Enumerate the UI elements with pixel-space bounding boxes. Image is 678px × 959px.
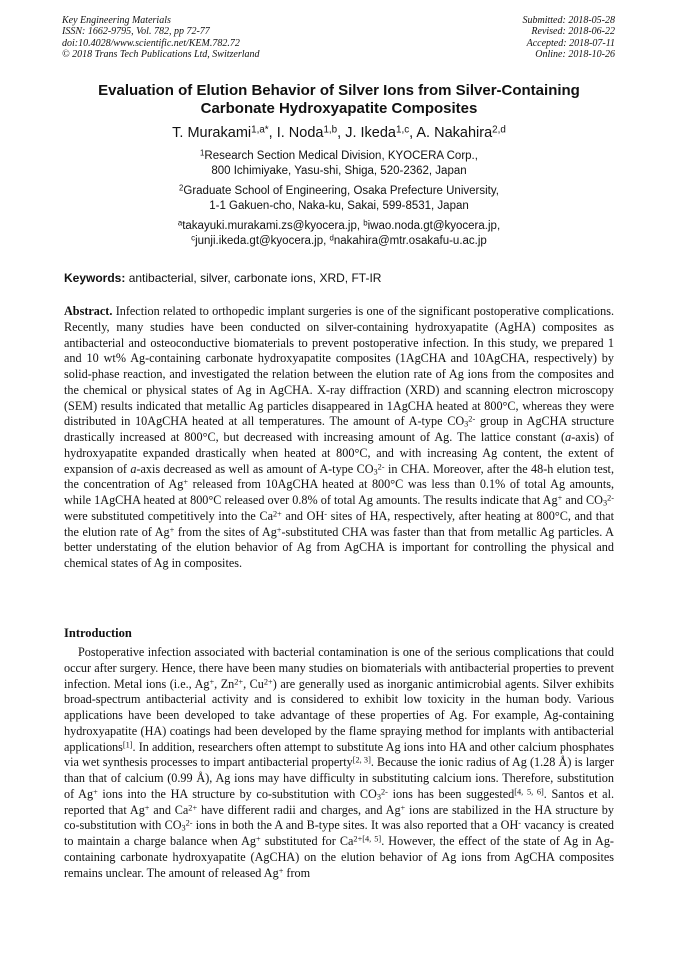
author-affiliation-mark: 1,b — [323, 124, 338, 136]
intro-text: from — [283, 865, 311, 880]
abstract-text: group in AgCHA structure drastically increased at 800°C, but decreased with increasing amount of Ag. The lattice constant ( — [64, 414, 614, 444]
affiliation-line: 800 Ichimiyake, Yasu-shi, Shiga, 520-2362, Japan — [211, 165, 467, 177]
intro-text: ions has been suggested — [387, 786, 515, 801]
affiliation-mark: 2 — [179, 183, 184, 193]
abstract-superscript: + — [557, 493, 563, 503]
abstract-text: released from 10AgCHA heated at 800°C was less than 0.1% of total Ag amounts, while 1AgCHA heated at 800°C released over 0.8% of total Ag amounts. The results indicate that Ag — [64, 477, 614, 507]
intro-superscript: + — [209, 676, 215, 686]
dates-header — [523, 15, 616, 60]
affiliation-line: Graduate School of Engineering, Osaka Prefecture University, — [183, 185, 499, 197]
intro-text: . However, the effect of the state of Ag in Ag-containing carbonate hydroxyapatite (AgCHA) on the elution behavior of Ag ions from AgCHA composites remains unclear. The amount of released Ag — [64, 834, 614, 880]
affiliation-line: 1-1 Gakuen-cho, Naka-ku, Sakai, 599-8531, Japan — [209, 200, 469, 212]
author-name: J. Ikeda — [345, 125, 396, 141]
paper-title — [60, 82, 618, 118]
abstract-superscript: 2+ — [273, 509, 282, 519]
intro-superscript: 2- — [380, 787, 388, 797]
author-name: A. Nakahira — [416, 125, 493, 141]
intro-text: . Santos et al. reported that Ag — [64, 786, 615, 817]
abstract-text: Infection related to orthopedic implant surgeries is one of the significant postoperative complications. Recently, many studies have been conducted on silver-containing hydroxyapatite (AgHA) composites as antibacterial and osteoconductive biomaterials to prevent postoperative infection. In this study, we prepared 1 and 10 wt% Ag-containing carbonate hydroxyapatite composites (1AgCHA and 10AgCHA, respectively) by solid-phase reaction, and investigated the relation between the elution rate of Ag ions from the composites and the chemical or physical states of Ag in AgCHA. X-ray diffraction (XRD) and scanning electron microscopy (SEM) results indicated that metallic Ag particles disappeared in 1AgCHA heated at 800°C, whereas they were distributed in 10AgCHA heated at all temperatures. The amount of A-type CO — [64, 304, 614, 429]
abstract-superscript: + — [169, 524, 175, 534]
author-name: I. Noda — [276, 125, 324, 141]
affiliation — [60, 184, 618, 214]
intro-superscript: + — [400, 802, 406, 812]
intro-text: substituted for Ca — [260, 834, 354, 848]
title-line: Evaluation of Elution Behavior of Silver Ions from Silver-Containing — [98, 82, 580, 99]
journal-name: Key Engineering Materials — [62, 15, 171, 26]
affiliation-mark: 1 — [200, 148, 205, 158]
intro-text: vacancy is created to maintain a charge balance when Ag — [64, 818, 614, 848]
author-list: T. Murakami$^{1,a*}$, I. Noda$^{1,b}$, J. Ikeda$^{1,c}$, A. Nakahira$^{2,d}$ — [172, 124, 506, 141]
intro-superscript: + — [144, 802, 150, 812]
abstract-text: from the sites of Ag — [174, 524, 277, 539]
intro-text: and Ca — [149, 802, 189, 817]
email-address: junji.ikeda.gt@kyocera.jp — [195, 235, 324, 247]
email-address: takayuki.murakami.zs@kyocera.jp — [182, 220, 357, 232]
journal-copyright: © 2018 Trans Tech Publications Ltd, Switzerland — [62, 48, 260, 60]
author-name: T. Murakami — [172, 125, 252, 141]
intro-text: . In addition, researchers often attempt to substitute Ag ions into HA and other calcium phosphates via wet synthesis processes to impart antibacterial property — [64, 739, 614, 770]
abstract-text: -substituted CHA was faster than that from metallic Ag particles. A better understating of the elution behavior of Ag from AgCHA is important for controlling the physical and chemical states of Ag in composites. — [64, 524, 614, 570]
email-address: nakahira@mtr.osakafu-u.ac.jp — [333, 235, 487, 247]
intro-text: ) are generally used as inorganic antimicrobial agents. Silver exhibits broad-spectrum antibacterial activity and is considered to exhibit low toxicity in the human body. Various applications have been developed to take advantage of these properties of Ag. For example, Ag-containing hydroxyapatite (HA) coatings had been developed by the flame spraying method for implants with antibacterial applications — [64, 676, 614, 754]
citation: [4, 5, 6] — [514, 787, 544, 797]
intro-text: , Zn — [214, 676, 235, 691]
abstract — [64, 304, 614, 572]
author-affiliation-mark: 1,c — [395, 124, 410, 136]
intro-superscript: 2+ — [234, 676, 244, 686]
intro-subscript: 3 — [376, 792, 381, 802]
abstract-italic: a — [565, 430, 572, 444]
citation: 2+[4, 5] — [353, 834, 382, 844]
title-line: Carbonate Hydroxyapatite Composites — [200, 100, 478, 117]
intro-superscript: + — [93, 787, 98, 797]
abstract-superscript: - — [324, 509, 328, 519]
intro-superscript: 2+ — [188, 802, 198, 812]
intro-text: ions into the HA structure by co-substitution with CO — [97, 786, 377, 801]
intro-subscript: 3 — [181, 823, 186, 833]
intro-text: . Because the ionic radius of Ag (1.28 Å) is larger than that of calcium (0.99 Å), Ag ions may have difficulty in substituting calcium ions. Therefore, substitution of Ag — [64, 755, 615, 801]
email-mark: b — [363, 218, 368, 228]
intro-superscript: 2- — [185, 818, 193, 828]
abstract-subscript: 3 — [373, 467, 378, 477]
abstract-superscript: + — [276, 524, 282, 534]
citation: [1] — [122, 739, 133, 749]
author-affiliation-mark: 1,a* — [251, 124, 269, 136]
abstract-superscript: + — [183, 477, 189, 487]
intro-text: ions in both the A and B-type sites. It was also reported that a OH — [192, 818, 519, 833]
affiliation — [60, 149, 618, 179]
abstract-subscript: 3 — [602, 498, 608, 508]
intro-superscript: 2+ — [263, 676, 273, 686]
intro-superscript: - — [518, 818, 522, 828]
abstract-text: -axis) of hydroxyapatite expanded drastically when heated at 800°C, and with increasing Ag content, the extent of expansion of — [64, 430, 614, 476]
introduction-text — [64, 645, 614, 881]
section-heading: Introduction — [64, 626, 132, 640]
abstract-subscript: 3 — [464, 419, 469, 429]
author-affiliation-mark: 2,d — [492, 124, 506, 136]
intro-text: have different radii and charges, and Ag — [197, 802, 401, 817]
online-date: Online: 2018-10-26 — [535, 48, 615, 60]
journal-doi: doi:10.4028/www.scientific.net/KEM.782.72 — [62, 37, 240, 49]
abstract-superscript: 2- — [468, 414, 476, 424]
abstract-text: in CHA. Moreover, after the 48-h elution test, the concentration of Ag — [64, 461, 614, 492]
keywords-label: Keywords: — [64, 271, 126, 285]
abstract-superscript: 2- — [377, 461, 385, 471]
accepted-date: Accepted: 2018-07-11 — [526, 37, 615, 49]
journal-header — [62, 15, 260, 60]
email-mark: c — [191, 233, 196, 243]
email-list: $^a$takayuki.murakami.zs@kyocera.jp, $^b$iwao.noda.gt@kyocera.jp, $^c$junji.ikeda.gt@kyocera.jp, $^d$nakahira@mtr.osakafu-u.ac.jp — [177, 218, 501, 247]
journal-issn: ISSN: 1662-9795, Vol. 782, pp 72-77 — [62, 26, 210, 38]
intro-text: , Cu — [243, 676, 264, 691]
keywords-text: antibacterial, silver, carbonate ions, XRD, FT-IR — [128, 271, 382, 285]
abstract-label: Abstract. — [64, 304, 113, 318]
abstract-text: sites of HA, respectively, after heating at 800°C, and that the elution rate of Ag — [64, 508, 614, 539]
intro-text: Postoperative infection associated with bacterial contamination is one of the serious complications that could occur after surgery. Hence, there have been many studies on biomaterials with antibacterial properties to prevent infection. Metal ions (i.e., Ag — [64, 645, 614, 691]
abstract-text: and CO — [562, 493, 603, 507]
email-address: iwao.noda.gt@kyocera.jp — [367, 220, 497, 232]
citation: [2, 3] — [352, 755, 371, 765]
intro-superscript: + — [278, 865, 284, 875]
affiliation-line: Research Section Medical Division, KYOCERA Corp., — [204, 150, 478, 162]
revised-date: Revised: 2018-06-22 — [531, 26, 615, 38]
abstract-italic: a — [130, 461, 137, 476]
abstract-text: and OH — [281, 508, 325, 523]
email-mark: a — [177, 218, 183, 228]
abstract-superscript: 2- — [607, 493, 615, 503]
email-mark: d — [329, 233, 334, 243]
keywords — [64, 271, 381, 285]
submitted-date: Submitted: 2018-05-28 — [522, 15, 615, 26]
intro-text: ions are stabilized in the HA structure by co-substitution with CO — [64, 802, 614, 833]
abstract-text: were substituted competitively into the Ca — [64, 508, 273, 523]
abstract-text: -axis decreased as well as amount of A-type CO — [136, 461, 374, 476]
intro-superscript: + — [256, 834, 261, 844]
